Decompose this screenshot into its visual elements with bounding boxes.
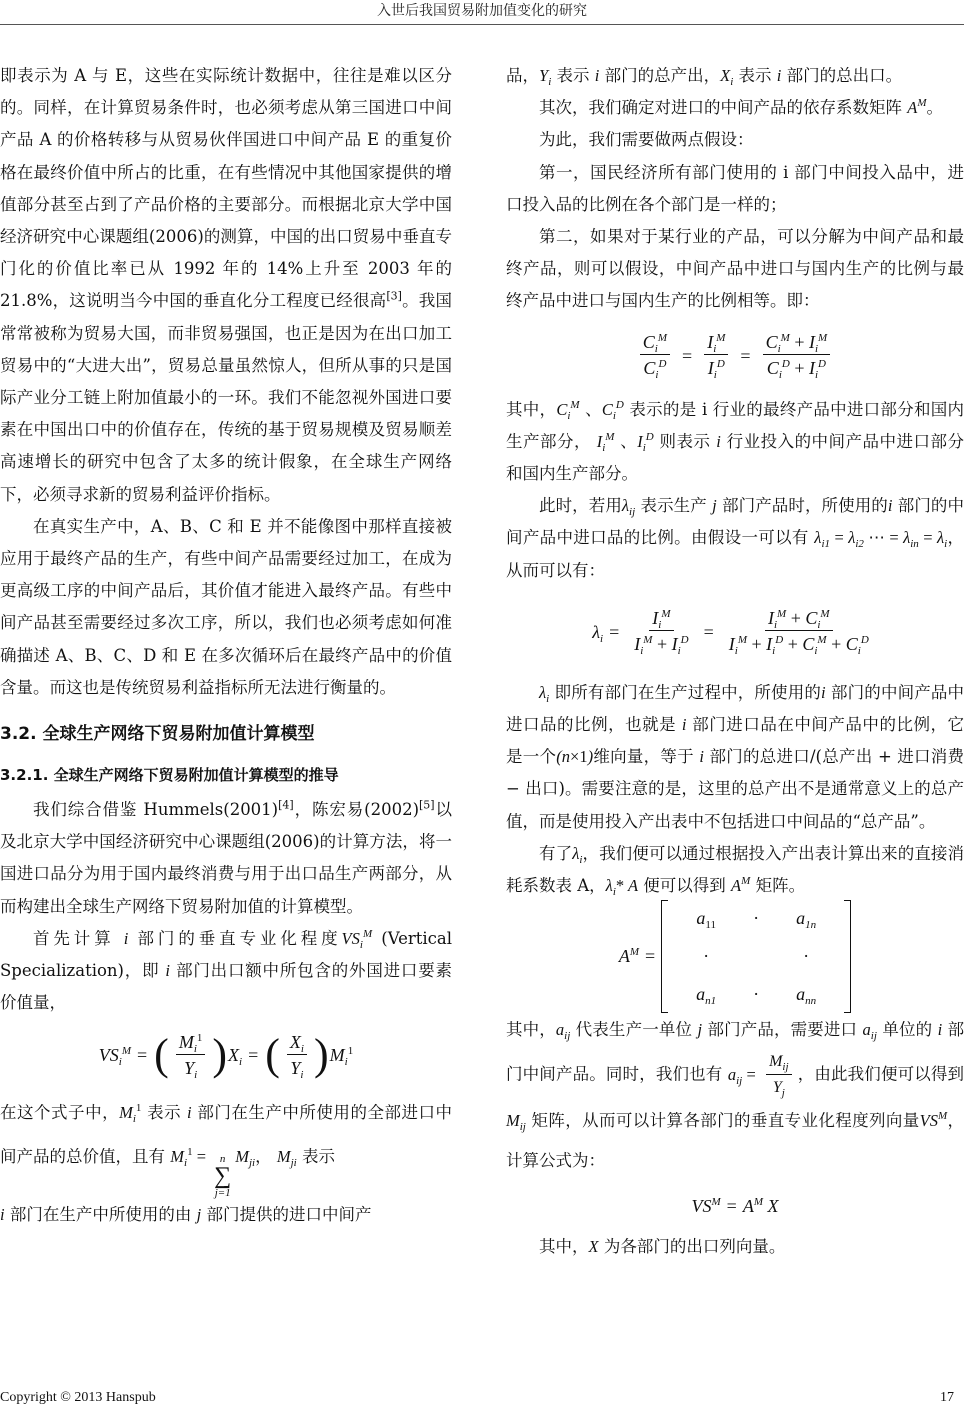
text: 表示 (301, 1147, 335, 1167)
citation: [4] (278, 798, 294, 812)
text: 维向量，等于 (593, 747, 694, 767)
text: ， (255, 1147, 272, 1167)
text: 部门的总进口/(总产出 + 进口消费 − 出口)。需要注意的是，这里的总产出不是通常意义上的总产值，而是使用投入产出表中不包括进口中间品的“总产品”。 (506, 747, 964, 831)
text: 其中， (506, 399, 557, 419)
text: 表示的是 i 行业的最终产品中进口部分和国内生产部分， (506, 399, 964, 451)
paragraph: 其次，我们确定对进口的中间产品的依存系数矩阵 $A^M$。 (539, 97, 944, 118)
text: 则表示 (659, 431, 711, 451)
text: 矩阵。 (755, 876, 806, 896)
text: 表示 (147, 1103, 182, 1123)
text: 部门进口品在中间产品中的比例，它是一个 (506, 715, 964, 767)
equation-vs: $VS_i^M$ = ( $\frac{M_i^1}{Y_i}$ ) $X_i$ = ( $\frac{X_i}{Y_i}$ ) $M_i^1$ (98, 1030, 354, 1081)
text: 部门的垂直专业化程度 (137, 928, 342, 948)
text: ，我们便可以通过根据投入产出表计算出来的直接消耗系数表 A， (506, 843, 964, 896)
paragraph: 此时，若用$\lambda_{ij}$ 表示生产 j 部门产品时，所使用的i 部门的中间产品中进口品的比例。由假设一可以有 $\lambda_{i1} = \lambda_{i2}$ ⋯ = $\lambda_{in} = \lambda_i$，从而可以有： (506, 496, 964, 580)
text: 部门的中间产品中进口品的比例。由假设一可以有 (506, 496, 964, 548)
text: 部门的总产出， (604, 66, 721, 85)
subsection-heading: 3.2.1. 全球生产网络下贸易附加值计算模型的推导 (0, 766, 339, 785)
paragraph: 其中，X 为各部门的出口列向量。 (539, 1237, 786, 1257)
paragraph: 有了$\lambda_i$，我们便可以通过根据投入产出表计算出来的直接消耗系数表 A，$\lambda_i*$ A 便可以得到 $A^M$ 矩阵。 (506, 843, 964, 899)
right-column (506, 60, 964, 1263)
text: 部门产品时，所使用的 (722, 496, 888, 516)
text: 部门在生产中所使用的由 (9, 1205, 192, 1225)
paragraph: 第一，国民经济所有部门使用的 i 部门中间投入品中，进口投入品的比例在各个部门是一样的； (506, 162, 964, 214)
text: 部门的中间产品中进口品的比例，也就是 (506, 682, 964, 735)
text: 其次，我们确定对进口的中间产品的依存系数矩阵 (539, 98, 902, 118)
text: 单位的 (882, 1020, 933, 1040)
text: 部门中间产品。同时，我们也有 (506, 1020, 964, 1084)
text: 表示 (738, 66, 772, 85)
paragraph: 为此，我们需要做两点假设： (539, 130, 754, 150)
text: 表示生产 (640, 496, 707, 516)
running-title: 入世后我国贸易附加值变化的研究 (377, 3, 587, 19)
text: 部门提供的进口中间产 (206, 1205, 372, 1225)
paragraph: 品，$Y_i$ 表示 i 部门的总产出，$X_i$ 表示 i 部门的总出口。 (506, 66, 903, 88)
text: 行业投入的中间产品中进口部分和国内生产部分。 (506, 431, 964, 484)
text: 部门产品，需要进口 (707, 1020, 858, 1040)
paragraph: 其中，$a_{ij}$ 代表生产一单位 j 部门产品，需要进口 $a_{ij}$ 单位的 i 部门中间产品。同时，我们也有 $a_{ij}$ = $\frac{M_{ij}}{Y_j}$ ，由此我们便可以得到 $M_{ij}$ 矩阵，从而可以计算各部门的垂直专业化程度列向量$VS^M$，计算公式为： (506, 1020, 964, 1171)
equation-ratio: $\frac{C_i^M}{C_i^D}$ = $\frac{I_i^M}{I_i^D}$ = $\frac{C_i^M + I_i^M}{C_i^D + I_i^D}$ (506, 318, 964, 394)
text: 品， (506, 66, 539, 85)
paragraph: 在真实生产中，A、B、C 和 E 并不能像图中那样直接被应用于最终产品的生产，有些中间产品需要经过加工，在成为更高级工序的中间产品后，其价值才能进入最终产品。有些中间产品甚至需要经过多次工序，所以，我们也必须考虑如何准确描述 A、B、C、D 和 E 在多次循环后在最终产品中的价值含量。而这也是传统贸易利益指标所无法进行衡量的。 (0, 516, 452, 697)
text: 部门在生产中所使用的全部进口中间产品的总价值，且有 (0, 1103, 453, 1167)
matrix: $a_{11}$ · $a_{1n}$ · · $a_{n1}$ · $a_{nn}$ (661, 900, 851, 1013)
text: (Vertical Specialization)，即 (0, 928, 453, 981)
text: ，计算公式为： (506, 1111, 964, 1171)
paragraph: i 部门在生产中所使用的由 j 部门提供的进口中间产 (0, 1205, 372, 1225)
paragraph: 其中，$C_i^M$ 、$C_i^D$ 表示的是 i 行业的最终产品中进口部分和国内生产部分， $I_i^M$ 、$I_i^D$ 则表示 i 行业投入的中间产品中进口部分和国内生产部分。 (506, 398, 964, 484)
text: 其中， (506, 1020, 556, 1040)
text: 首先计算 (33, 928, 115, 948)
citation: [5] (419, 798, 435, 812)
text: 代表生产一单位 (575, 1020, 693, 1040)
page-number: 17 (940, 1390, 954, 1405)
equation-vs-matrix: $VS^M$ = $A^M$ X (691, 1196, 779, 1217)
text: 矩阵，从而可以计算各部门的垂直专业化程度列向量 (531, 1111, 920, 1131)
text: 此时，若用 (539, 496, 622, 516)
paragraph (0, 794, 452, 923)
text: ，从而可以有： (506, 528, 964, 580)
text: 我们综合借鉴 Hummels(2001) (33, 800, 279, 820)
section-heading: 3.2. 全球生产网络下贸易附加值计算模型 (0, 724, 315, 745)
header-rule (0, 24, 964, 25)
paragraph: $\lambda_i$ 即所有部门在生产过程中，所使用的i 部门的中间产品中进口品的比例，也就是 i 部门进口品在中间产品中的比例，它是一个(n×1)维向量，等于 i 部门的总进口/(总产出 + 进口消费 − 出口)。需要注意的是，这里的总产出不是通常意义上的总产值，而是使用投入产出表中不包括进口中间品的“总产品”。 (506, 682, 964, 831)
equation-matrix: $A^M$ = $a_{11}$ · $a_{1n}$ · · $a_{n1}$ · $a_{nn}$ (506, 902, 964, 1010)
left-column (0, 60, 452, 1232)
text: ，陈宏易(2002) (293, 800, 420, 820)
text: 即表示为 A 与 E，这些在实际统计数据中，往往是难以区分的。同样，在计算贸易条件时，也必须考虑从第三国进口中间产品 A 的价格转移与从贸易伙伴国进口中间产品 E 的重复价格在最终价值中所占的比重，在有些情况中其他国家提供的增值部分甚至占到了产品价格的主要部分。而根据北京大学中国经济研究中心课题组(2006)的测算，中国的出口贸易中垂直专门化的价值比率已从 1992 年的 14%上升至 2003 年的 21.8%，这说明当今中国的垂直化分工程度已经很高 (0, 66, 452, 311)
citation: [3] (386, 289, 402, 303)
running-header (0, 0, 964, 22)
text: 。我国常常被称为贸易大国，而非贸易强国，也正是因为在出口加工贸易中的“大进大出”，贸易总量虽然惊人，但所从事的只是国际产业分工链上附加值最小的一环。我们不能忽视外国进口要素在中国出口中的价值存在，传统的基于贸易规模及贸易顺差高速增长的研究中包含了太多的统计假象，在全球生产网络下，必须寻求新的贸易利益评价指标。 (0, 291, 452, 504)
text: 以及北京大学中国经济研究中心课题组(2006)的计算方法，将一国进口品分为用于国内最终消费与用于出口品生产两部分，从而构建出全球生产网络下贸易附加值的计算模型。 (0, 800, 452, 916)
paragraph: 在这个式子中，$M_i^1$ 表示 i 部门在生产中所使用的全部进口中间产品的总价值，且有 $M_i^1$ = n ∑ j=1 $M_{ji}$， $M_{ji}$ 表示 (0, 1102, 453, 1200)
sum-formula: $M_i^1$ = n ∑ j=1 $M_{ji}$ (170, 1146, 256, 1200)
text: 即所有部门在生产过程中，所使用的 (554, 682, 821, 702)
text: 在这个式子中， (0, 1103, 120, 1123)
text: 表示 (556, 66, 590, 85)
text: 部门出口额中所包含的外国进口要素价值量， (0, 961, 453, 1013)
text: ，由此我们便可以得到 (797, 1064, 964, 1084)
paragraph (0, 60, 452, 511)
text: 为各部门的出口列向量。 (603, 1237, 786, 1257)
footer (0, 1390, 964, 1412)
copyright: Copyright © 2013 Hanspub (0, 1390, 156, 1405)
text: 有了 (539, 843, 573, 863)
paragraph: 第二，如果对于某行业的产品，可以分解为中间产品和最终产品，则可以假设，中间产品中进口与国内生产的比例与最终产品中进口与国内生产的比例相等。即： (506, 227, 964, 311)
text: 其中， (539, 1237, 589, 1257)
text: 部门的总出口。 (786, 66, 903, 85)
equation-lambda: $\lambda_i$ = $\frac{I_i^M}{I_i^M + I_i^D}$ = $\frac{I_i^M + C_i^M}{I_i^M + I_i^D + C_i^M + C_i^D}$ (592, 608, 869, 658)
paragraph: 首先计算 i 部门的垂直专业化程度$VS_i^M$ (Vertical Specialization)，即 i 部门出口额中所包含的外国进口要素价值量， (0, 927, 453, 1013)
text: 便可以得到 (643, 876, 726, 896)
